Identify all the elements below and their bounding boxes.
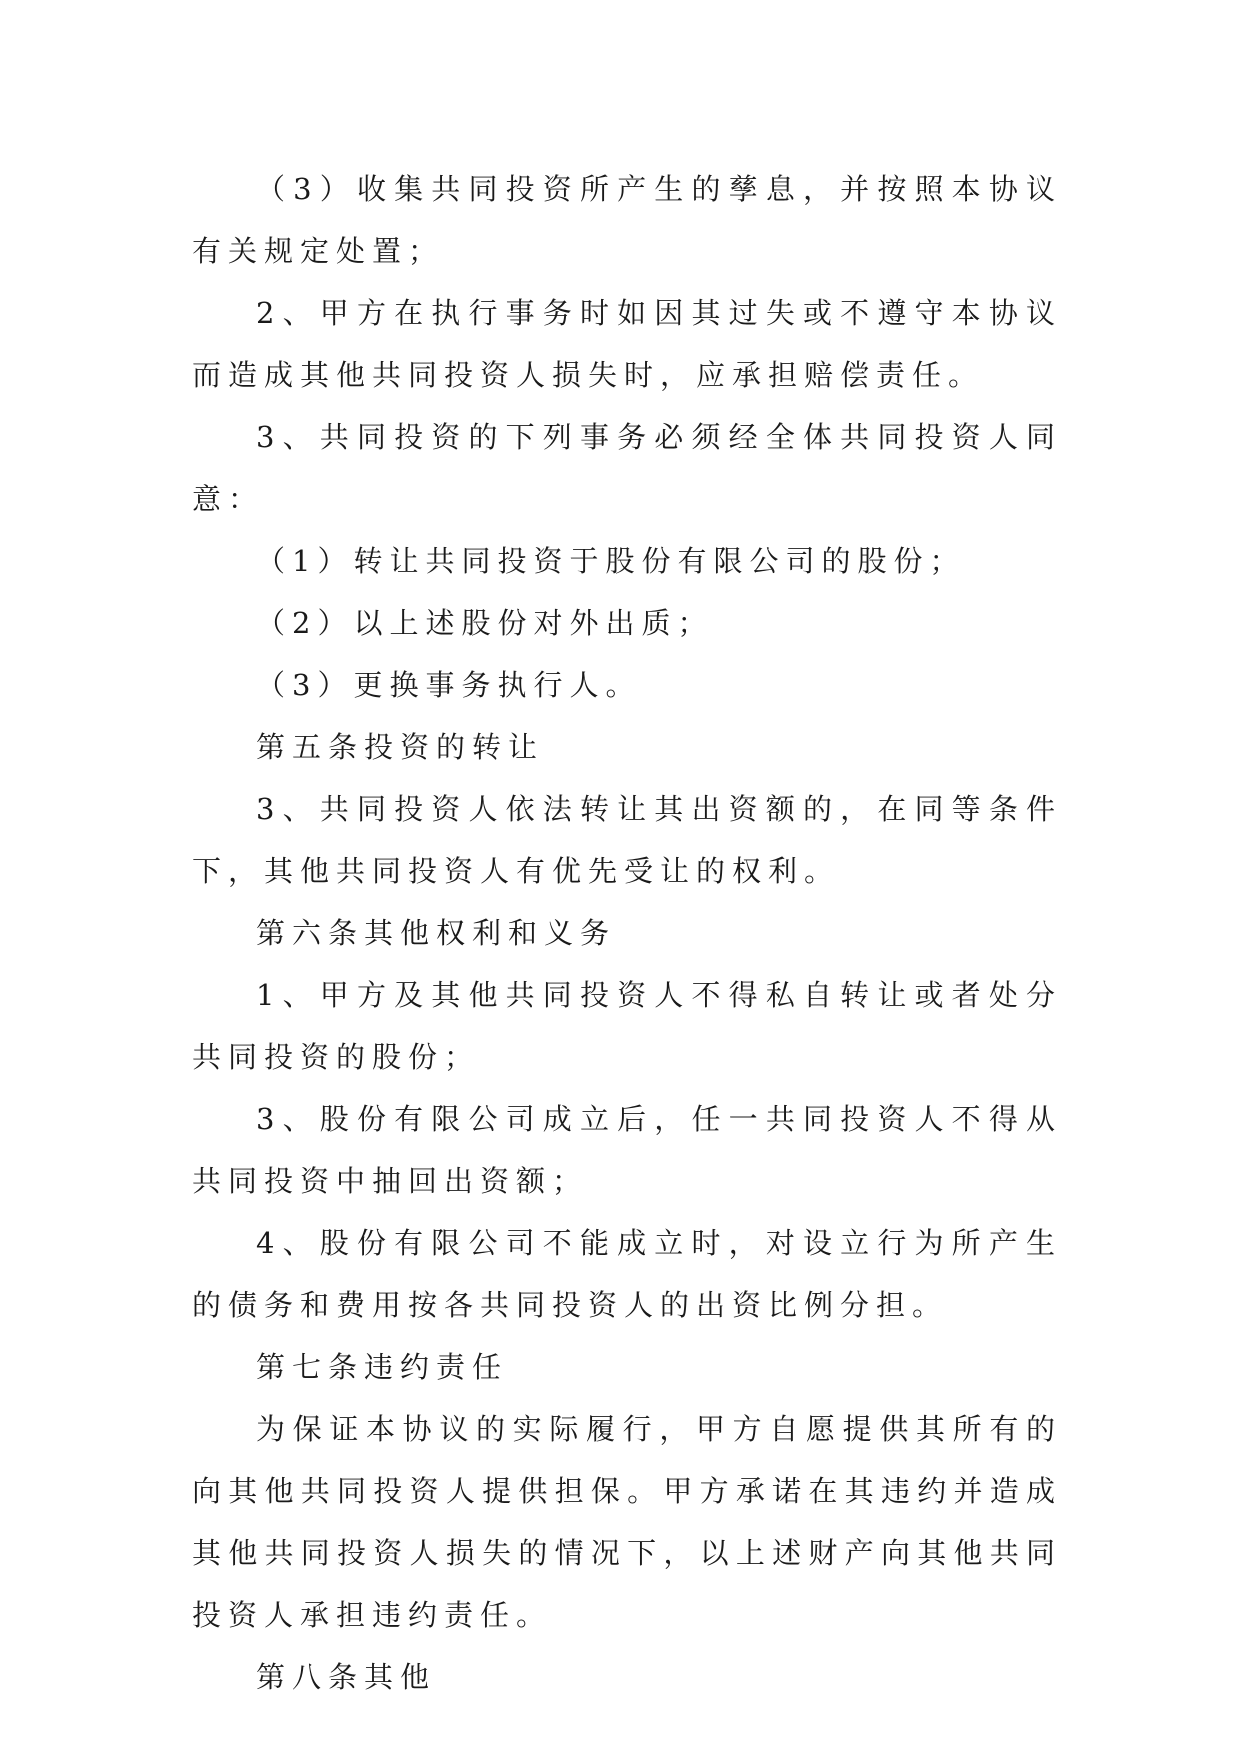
document-body [192,158,1062,1708]
clause-item-collect-yield: （3）收集共同投资所产生的孳息，并按照本协议有关规定处置； [192,172,1062,268]
section-heading-article-5: 第五条投资的转让 [256,730,545,764]
clause-no-withdrawal: 3、股份有限公司成立后，任一共同投资人不得从共同投资中抽回出资额； [192,1102,1062,1198]
clause-guarantee: 为保证本协议的实际履行，甲方自愿提供其所有的向其他共同投资人提供担保。甲方承诺在其违约并造成其他共同投资人损失的情况下，以上述财产向其他共同投资人承担违约责任。 [192,1412,1062,1632]
section-heading-article-6: 第六条其他权利和义务 [256,916,617,950]
clause-item-transfer-shares: （1）转让共同投资于股份有限公司的股份； [256,544,966,578]
clause-unanimous-consent: 3、共同投资的下列事务必须经全体共同投资人同意： [192,420,1062,516]
clause-party-a-liability: 2、甲方在执行事务时如因其过失或不遵守本协议而造成其他共同投资人损失时，应承担赔偿责任。 [192,296,1062,392]
clause-item-replace-executor: （3）更换事务执行人。 [256,668,642,702]
clause-transfer-preemption: 3、共同投资人依法转让其出资额的，在同等条件下，其他共同投资人有优先受让的权利。 [192,792,1062,888]
clause-failure-costs: 4、股份有限公司不能成立时，对设立行为所产生的债务和费用按各共同投资人的出资比例分担。 [192,1226,1062,1322]
clause-item-pledge: （2）以上述股份对外出质； [256,606,714,640]
section-heading-article-8: 第八条其他 [256,1660,437,1694]
clause-no-private-transfer: 1、甲方及其他共同投资人不得私自转让或者处分共同投资的股份； [192,978,1062,1074]
section-heading-article-7: 第七条违约责任 [256,1350,509,1384]
